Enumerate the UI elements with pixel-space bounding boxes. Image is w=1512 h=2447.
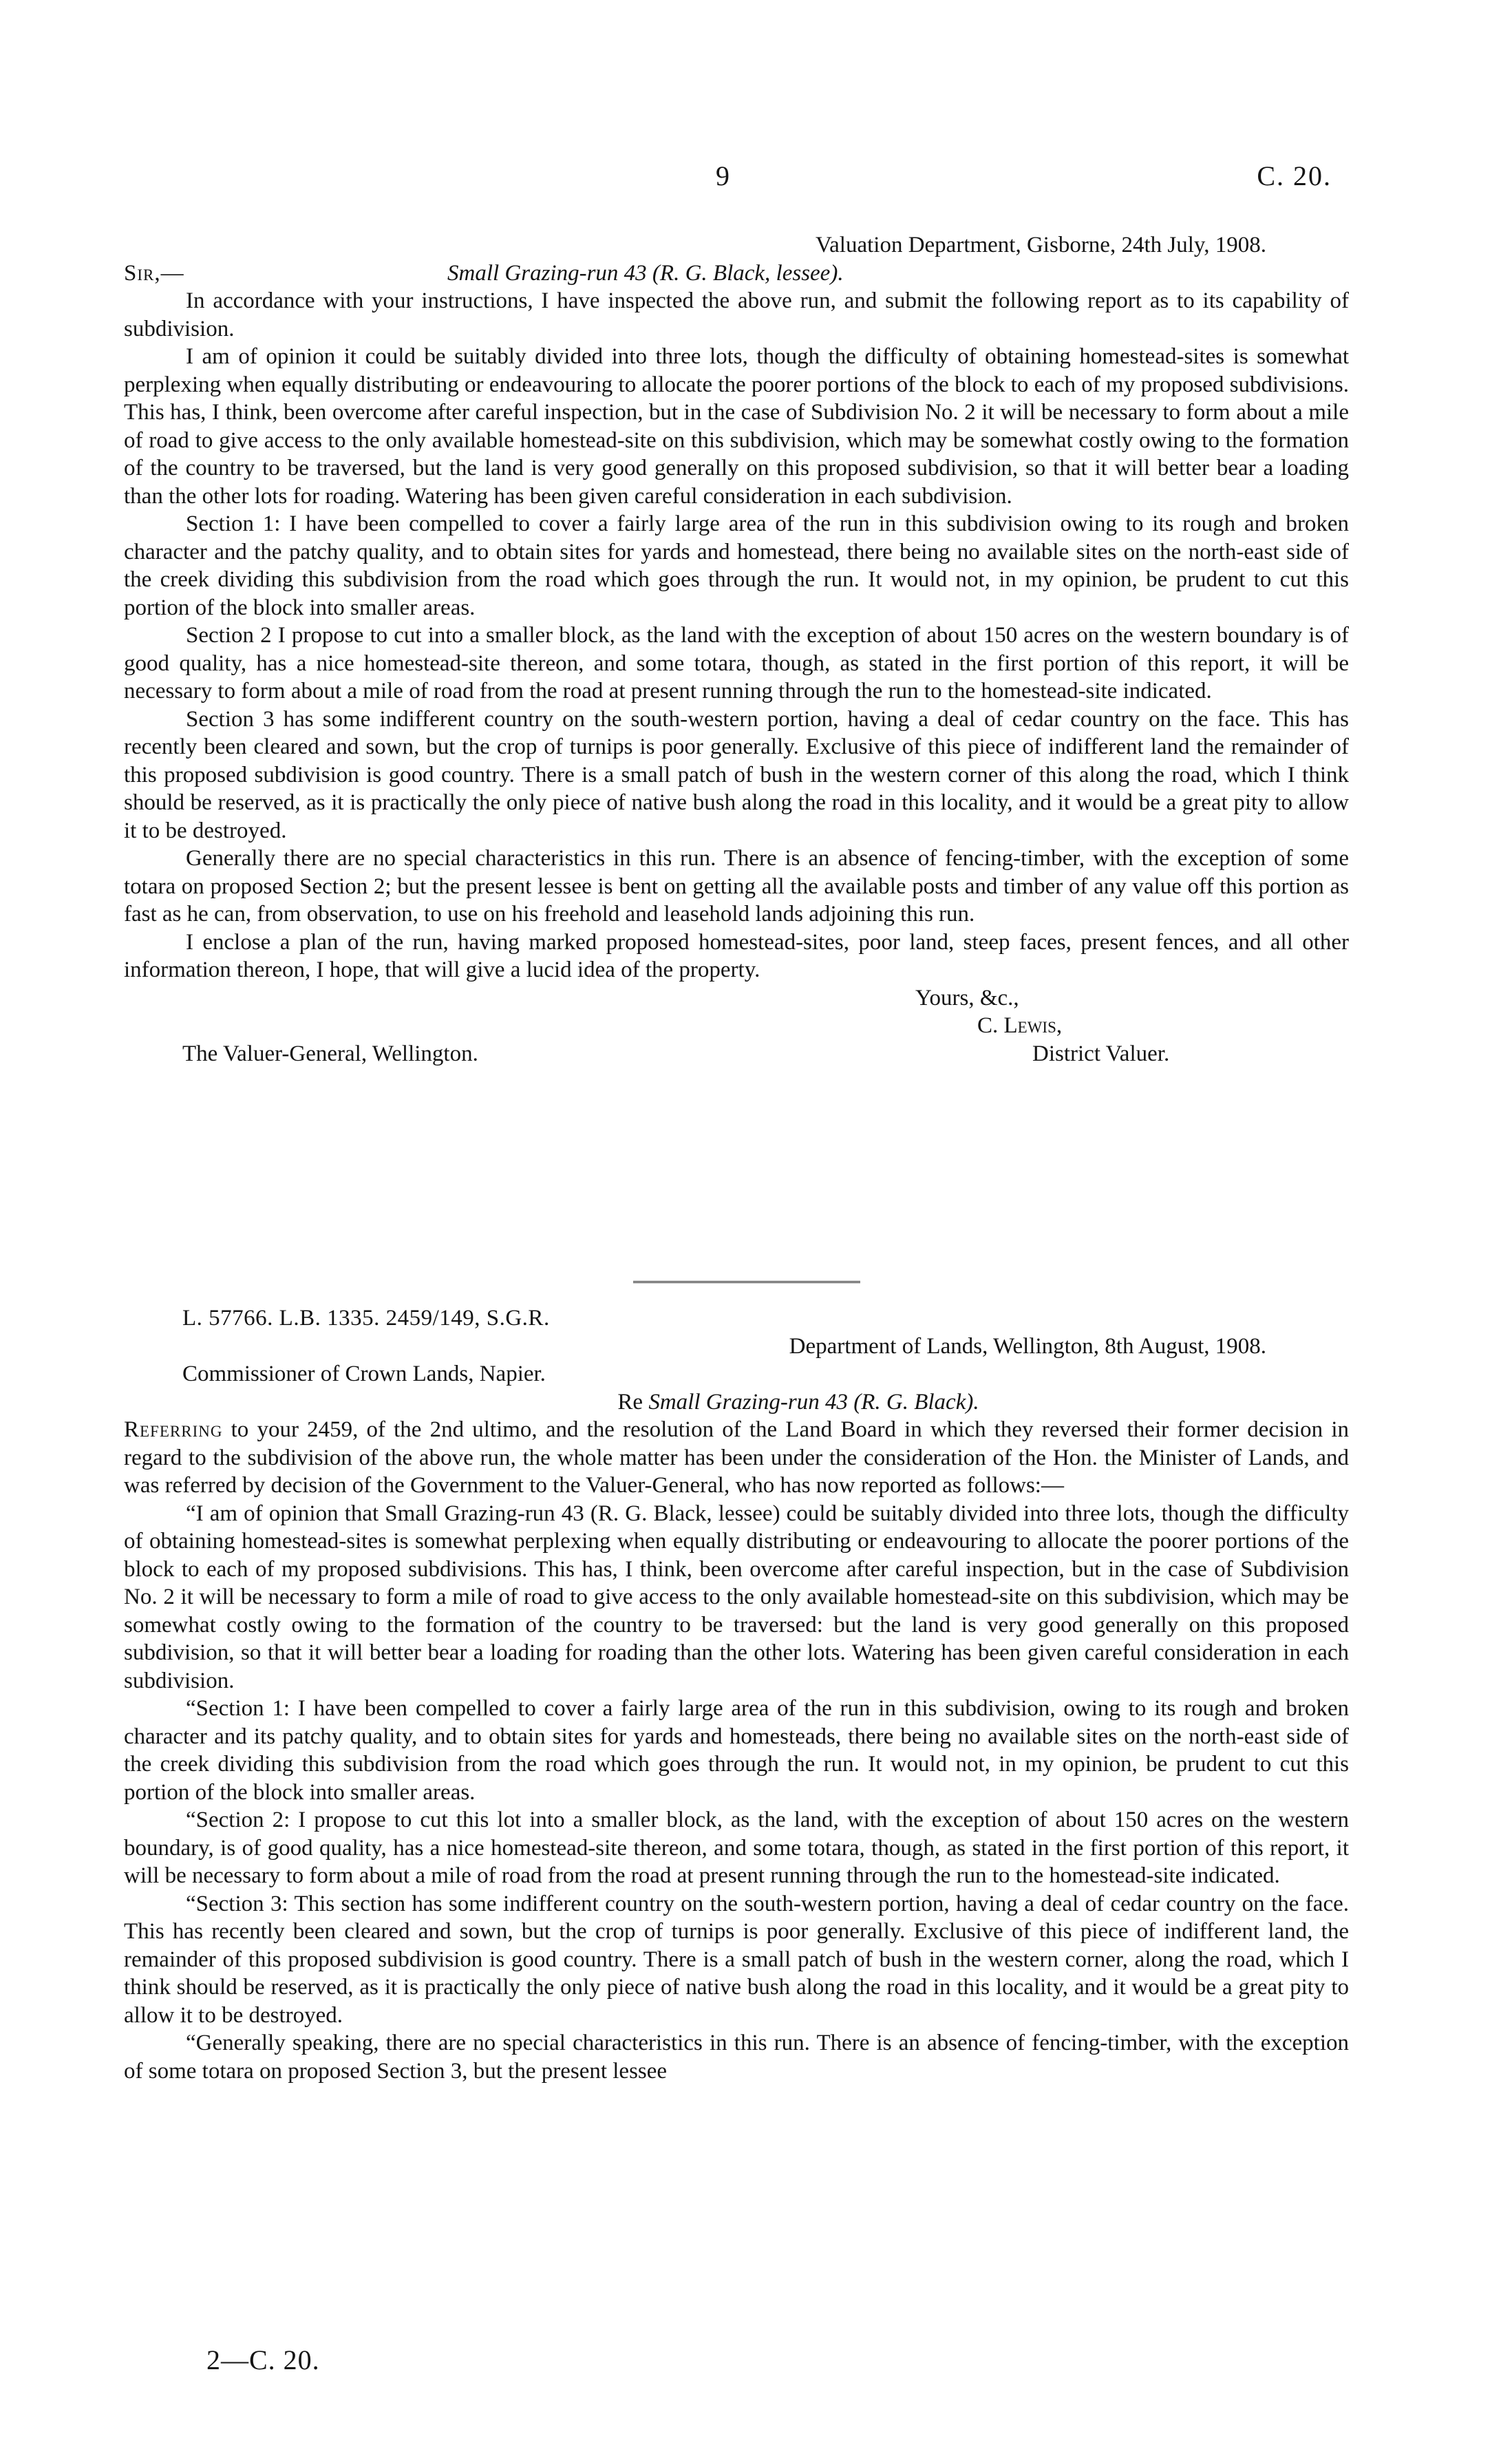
signer-row [124, 1012, 1349, 1040]
salutation-row [124, 259, 1349, 288]
subject-prefix: Re [617, 1389, 643, 1415]
valuer-report-letter [124, 231, 1349, 1068]
addressee: The Valuer-General, Wellington. [182, 1041, 478, 1066]
opening-text: to your 2459, of the 2nd ultimo, and the resolution of the Land Board in which they reversed their former decision in regard to the subdivision of the above run, the whole matter has been under the consideration of the Hon. the Minister of Lands, and was referred by decision of the Government to the Valuer-General, who has now reported as follows:— [124, 1417, 1349, 1498]
letter2-opening-paragraph [124, 1416, 1349, 1500]
letter1-paragraph: Section 2 I propose to cut into a smaller block, as the land with the exception of about 150 acres on the western boundary is of good quality, has a nice homestead-site thereon, and some totara, though, as stated in the first portion of this report, it will be necessary to form about a mile of road from the road at present running through the run to the homestead-site indicated. [124, 623, 1349, 703]
signer-name: C. Lewis, [977, 1013, 1063, 1038]
letter2-subject: Small Grazing-run 43 (R. G. Black). [648, 1389, 979, 1415]
signer-title: District Valuer. [1032, 1041, 1170, 1066]
section-divider [633, 1281, 860, 1286]
letter1-paragraph: In accordance with your instructions, I have inspected the above run, and submit the following report as to its capability of subdivision. [124, 288, 1349, 341]
letter2-recipient: Commissioner of Crown Lands, Napier. [182, 1362, 546, 1386]
closing: Yours, &c., [915, 985, 1019, 1010]
signoff-row [124, 984, 1349, 1013]
document-reference: C. 20. [1257, 160, 1332, 191]
quoted-paragraph: “Section 3: This section has some indifferent country on the south-western portion, having a deal of cedar country on the face. This has recently been cleared and sown, but the crop of turnips is poor generally. Exclusive of this piece of indifferent land, the remainder of this proposed subdivision is good country. There is a small patch of bush in the western corner, along the road, which I think should be reserved, as it is practically the only piece of native bush along the road in this locality, and it would be a great pity to allow it to be destroyed. [124, 1891, 1349, 2028]
letter1-dateline: Valuation Department, Gisborne, 24th July, 1908. [815, 233, 1266, 257]
page-header [0, 160, 1512, 201]
quoted-paragraph: “Generally speaking, there are no special characteristics in this run. There is an absence of fencing-timber, with the exception of some totara on proposed Section 3, but the present lessee [124, 2031, 1349, 2084]
letter2-reference: L. 57766. L.B. 1335. 2459/149, S.G.R. [182, 1306, 550, 1331]
quoted-paragraph: “I am of opinion that Small Grazing-run 43 (R. G. Black, lessee) could be suitably divided into three lots, though the difficulty of obtaining homestead-sites is somewhat perplexing when equally distributing or endeavouring to allocate the poorer portions of the block to each of my proposed subdivisions. This has, I think, been overcome after careful inspection, but in the case of Subdivision No. 2 it will be necessary to form a mile of road to give access to the only available homestead-site on this subdivision, which may be somewhat costly owing to the formation of the country to be traversed: but the land is very good generally on this proposed subdivision, so that it will better bear a loading for roading than the other lots. Watering has been given careful consideration in each subdivision. [124, 1501, 1349, 1693]
signature-mark: 2—C. 20. [206, 2344, 320, 2375]
salutation: Sir,— [124, 260, 184, 286]
letter1-paragraph: I am of opinion it could be suitably divided into three lots, though the difficulty of obtaining homestead-sites is somewhat perplexing when equally distributing or endeavouring to allocate the poorer portions of the block to each of my proposed subdivisions. This has, I think, been overcome after careful inspection, but in the case of Subdivision No. 2 it will be necessary to form about a mile of road to give access to the only available homestead-site on this subdivision, which may be somewhat costly owing to the formation of the country to be traversed, but the land is very good generally on this proposed subdivision, so that it will better bear a loading than the other lots for roading. Watering has been given careful consideration in each subdivision. [124, 344, 1349, 509]
addressee-row [124, 1040, 1349, 1068]
lead-in-word: Referring [124, 1417, 223, 1442]
letter1-paragraph: I enclose a plan of the run, having marked proposed homestead-sites, poor land, steep faces, present fences, and all other information thereon, I hope, that will give a lucid idea of the property. [124, 929, 1349, 982]
page-number: 9 [716, 160, 730, 191]
quoted-paragraph: “Section 1: I have been compelled to cover a fairly large area of the run in this subdivision, owing to its rough and broken character and its patchy quality, and to obtain sites for yards and homesteads, there being no available sites on the north-east side of the creek dividing this subdivision from the road which goes through the run. It would not, in my opinion, be prudent to cut this portion of the block into smaller areas. [124, 1696, 1349, 1805]
letter1-paragraph: Section 1: I have been compelled to cover a fairly large area of the run in this subdivision owing to its rough and broken character and the patchy quality, and to obtain sites for yards and homestead, there being no available sites on the north-east side of the creek dividing this subdivision from the road which goes through the run. It would not, in my opinion, be prudent to cut this portion of the block into smaller areas. [124, 511, 1349, 620]
letter1-paragraph: Generally there are no special characteristics in this run. There is an absence of fencing-timber, with the exception of some totara on proposed Section 2; but the present lessee is bent on getting all the available posts and timber of any value off this portion as fast as he can, from observation, to use on his freehold and leasehold lands adjoining this run. [124, 846, 1349, 926]
quoted-paragraph: “Section 2: I propose to cut this lot into a smaller block, as the land, with the exception of about 150 acres on the western boundary, is of good quality, has a nice homestead-site thereon, and some totara, though, as stated in the first portion of this report, it will be necessary to form about a mile of road from the road at present running through the run to the homestead-site indicated. [124, 1808, 1349, 1888]
letter2-dateline: Department of Lands, Wellington, 8th August, 1908. [789, 1333, 1266, 1359]
lands-department-letter [124, 1304, 1349, 2085]
letter1-paragraph: Section 3 has some indifferent country on the south-western portion, having a deal of cedar country on the face. This has recently been cleared and sown, but the crop of turnips is poor generally. Exclusive of this piece of indifferent land the remainder of this proposed subdivision is good country. There is a small patch of bush in the western corner of this along the road, which I think should be reserved, as it is practically the only piece of native bush along the road in this locality, and it would be a great pity to allow it to be destroyed. [124, 706, 1349, 843]
letter2-subject-line [124, 1388, 1349, 1417]
letter1-subject: Small Grazing-run 43 (R. G. Black, lessee). [447, 260, 844, 286]
